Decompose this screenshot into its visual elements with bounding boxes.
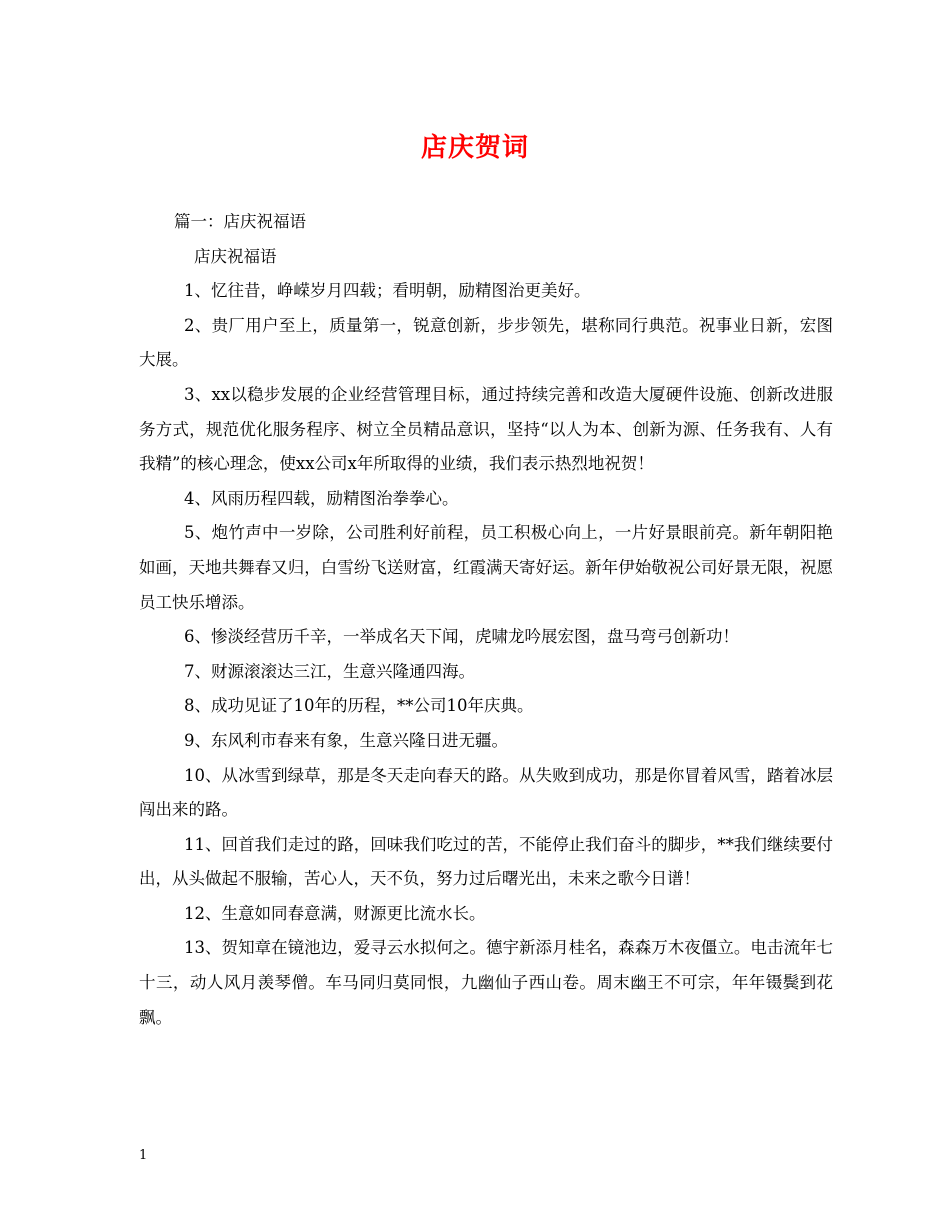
paragraph-2: 2、贵厂用户至上，质量第一，锐意创新，步步领先，堪称同行典范。祝事业日新，宏图大展。 xyxy=(139,315,833,370)
paragraph-11: 11、回首我们走过的路，回味我们吃过的苦，不能停止我们奋斗的脚步，**我们继续要付出，从头做起不服输，苦心人，天不负，努力过后曙光出，未来之歌今日谱！ xyxy=(139,834,833,889)
section-heading: 篇一：店庆祝福语 xyxy=(174,212,306,231)
document-body xyxy=(139,205,833,1035)
paragraph-4: 4、风雨历程四载，励精图治拳拳心。 xyxy=(184,488,459,508)
paragraph-12: 12、生意如同春意满，财源更比流水长。 xyxy=(184,903,486,923)
paragraph-8: 8、成功见证了10年的历程，**公司10年庆典。 xyxy=(184,696,534,716)
page-number: 1 xyxy=(139,1148,148,1163)
sub-heading: 店庆祝福语 xyxy=(194,246,277,266)
paragraph-7: 7、财源滚滚达三江，生意兴隆通四海。 xyxy=(184,661,475,681)
paragraph-9: 9、东风利市春来有象，生意兴隆日进无疆。 xyxy=(184,730,508,750)
paragraph-3: 3、xx以稳步发展的企业经营管理目标，通过持续完善和改造大厦硬件设施、创新改进服务方式，规范优化服务程序、树立全员精品意识，坚持“以人为本、创新为源、任务我有、人有我精”的核心理念，使xx公司x年所取得的业绩，我们表示热烈地祝贺！ xyxy=(139,384,833,474)
paragraph-10: 10、从冰雪到绿草，那是冬天走向春天的路。从失败到成功，那是你冒着风雪，踏着冰层闯出来的路。 xyxy=(139,765,833,820)
document-title: 店庆贺词 xyxy=(420,133,529,163)
paragraph-1: 1、忆往昔，峥嵘岁月四载；看明朝，励精图治更美好。 xyxy=(184,281,591,301)
paragraph-6: 6、惨淡经营历千辛，一举成名天下闻，虎啸龙吟展宏图，盘马弯弓创新功！ xyxy=(184,627,739,647)
paragraph-13: 13、贺知章在镜池边，爱寻云水拟何之。德宇新添月桂名，森森万木夜僵立。电击流年七十三，动人风月羡琴僧。车马同归莫同恨，九幽仙子西山卷。周末幽王不可宗，年年镊鬓到花飘。 xyxy=(139,938,833,1027)
paragraph-5: 5、炮竹声中一岁除，公司胜利好前程，员工积极心向上，一片好景眼前亮。新年朝阳艳如画，天地共舞春又归，白雪纷飞送财富，红霞满天寄好运。新年伊始敬祝公司好景无限，祝愿员工快乐增添。 xyxy=(139,523,833,612)
